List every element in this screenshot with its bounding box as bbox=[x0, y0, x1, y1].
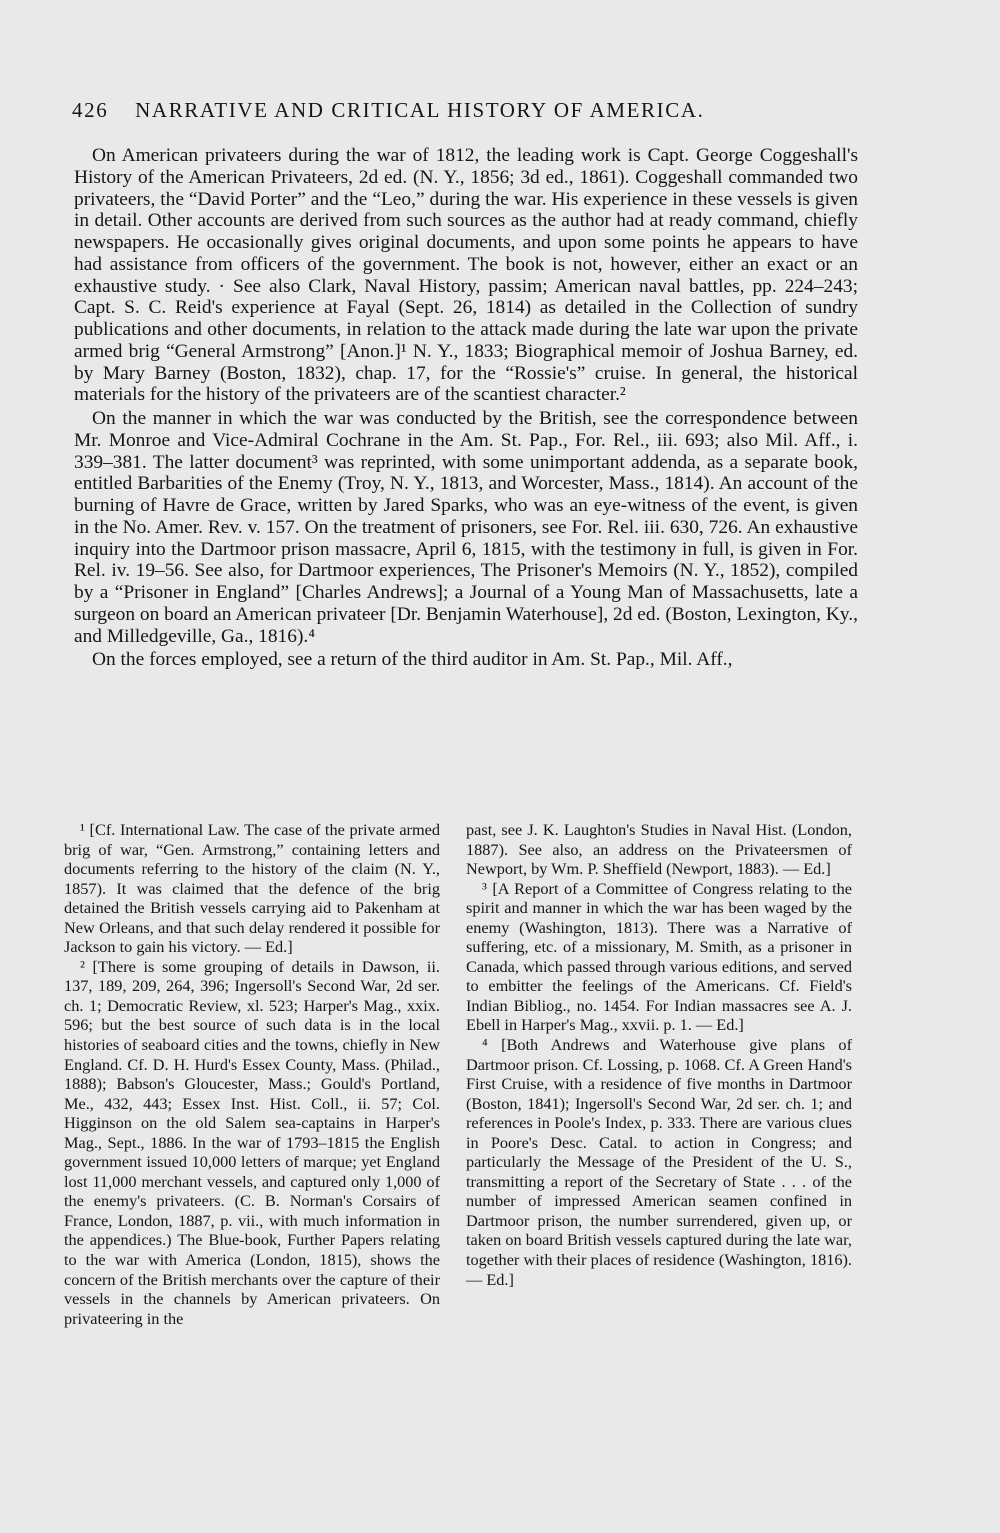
footnotes-right-column bbox=[466, 820, 852, 1289]
running-head: NARRATIVE AND CRITICAL HISTORY OF AMERICA. bbox=[135, 98, 705, 122]
footnote-2: ² [There is some grouping of details in Dawson, ii. 137, 189, 209, 264, 396; Ingersoll's Second War, 2d ser. ch. 1; Democratic Review, xl. 523; Harper's Mag., xxix. 596; but the best source of such data is in the local histories of seaboard cities and the towns, chiefly in New England. Cf. D. H. Hurd's Essex County, Mass. (Philad., 1888); Babson's Gloucester, Mass.; Gould's Portland, Me., 432, 443; Essex Inst. Hist. Coll., ii. 57; Col. Higginson on the old Salem sea-captains in Harper's Mag., Sept., 1886. In the war of 1793–1815 the English government issued 10,000 letters of marque; yet England lost 11,000 merchant vessels, and captured only 1,000 of the enemy's privateers. (C. B. Norman's Corsairs of France, London, 1887, p. vii., with much information in the appendices.) The Blue-book, Further Papers relating to the war with America (London, 1815), shows the concern of the British merchants over the capture of their vessels in the channels by American privateers. On privateering in the bbox=[64, 956, 440, 1328]
page-number: 426 bbox=[72, 98, 109, 122]
page-header bbox=[72, 98, 772, 123]
footnote-2-continued: past, see J. K. Laughton's Studies in Naval Hist. (London, 1887). See also, an address on the Privateersmen of Newport, by Wm. P. Sheffield (Newport, 1883). — Ed.] bbox=[466, 820, 852, 879]
footnote-3: ³ [A Report of a Committee of Congress relating to the spirit and manner in which the war has been waged by the enemy (Washington, 1813). There was a Narrative of suffering, etc. of a missionary, M. Smith, as a prisoner in Canada, which passed through various editions, and served to embitter the feelings of the Americans. Cf. Field's Indian Bibliog., no. 1454. For Indian massacres see A. J. Ebell in Harper's Mag., xxvii. p. 1. — Ed.] bbox=[466, 878, 852, 1035]
body-paragraph-forces: On the forces employed, see a return of the third auditor in Am. St. Pap., Mil. Aff., bbox=[92, 649, 733, 671]
footnote-4: ⁴ [Both Andrews and Waterhouse give plans of Dartmoor prison. Cf. Lossing, p. 1068. Cf. A Green Hand's First Cruise, with a residence of five months in Dartmoor (Boston, 1841); Ingersoll's Second War, 2d ser. ch. 1; and references in Poole's Index, p. 333. There are various clues in Poore's Desc. Catal. to action in Congress; and particularly the Message of the President of the U. S., transmitting a report of the Secretary of State . . . of the number of impressed American seamen confined in Dartmoor prison, the number surrendered, given up, or taken on board British vessels captured during the late war, together with their places of residence (Washington, 1816). — Ed.] bbox=[466, 1035, 852, 1289]
body-paragraph-privateers: On American privateers during the war of 1812, the leading work is Capt. George Coggeshall's History of the American Privateers, 2d ed. (N. Y., 1856; 3d ed., 1861). Coggeshall commanded two privateers, the “David Porter” and the “Leo,” during the war. His experience in these vessels is given in detail. Other accounts are derived from such sources as the author had at ready command, chiefly newspapers. He occasionally gives original documents, and upon some points he appears to have had assistance from officers of the government. The book is not, however, either an exact or an exhaustive study. · See also Clark, Naval History, passim; American naval battles, pp. 224–243; Capt. S. C. Reid's experience at Fayal (Sept. 26, 1814) as detailed in the Collection of sundry publications and other documents, in relation to the attack made during the late war upon the private armed brig “General Armstrong” [Anon.]¹ N. Y., 1833; Biographical memoir of Joshua Barney, ed. by Mary Barney (Boston, 1832), chap. 17, for the “Rossie's” cruise. In general, the historical materials for the history of the privateers are of the scantiest character.² bbox=[74, 145, 858, 406]
main-text bbox=[74, 145, 858, 671]
footnotes-left-column bbox=[64, 820, 440, 1328]
body-paragraph-conduct-of-war: On the manner in which the war was conducted by the British, see the correspondence between Mr. Monroe and Vice-Admiral Cochrane in the Am. St. Pap., For. Rel., iii. 693; also Mil. Aff., i. 339–381. The latter document³ was reprinted, with some unimportant addenda, as a separate book, entitled Barbarities of the Enemy (Troy, N. Y., 1813, and Worcester, Mass., 1814). An account of the burning of Havre de Grace, written by Jared Sparks, who was an eye-witness of the event, is given in the No. Amer. Rev. v. 157. On the treatment of prisoners, see For. Rel. iii. 630, 726. An exhaustive inquiry into the Dartmoor prison massacre, April 6, 1815, with the testimony in full, is given in For. Rel. iv. 19–56. See also, for Dartmoor experiences, The Prisoner's Memoirs (N. Y., 1852), compiled by a “Prisoner in England” [Charles Andrews]; a Journal of a Young Man of Massachusetts, late a surgeon on board an American privateer [Dr. Benjamin Waterhouse], 2d ed. (Boston, Lexington, Ky., and Milledgeville, Ga., 1816).⁴ bbox=[74, 408, 858, 647]
footnote-1: ¹ [Cf. International Law. The case of the private armed brig of war, “Gen. Armstrong,” containing letters and documents referring to the history of the claim (N. Y., 1857). It was claimed that the defence of the brig detained the British vessels carrying aid to Pakenham at New Orleans, and that such delay rendered it possible for Jackson to gain his victory. — Ed.] bbox=[64, 820, 440, 957]
